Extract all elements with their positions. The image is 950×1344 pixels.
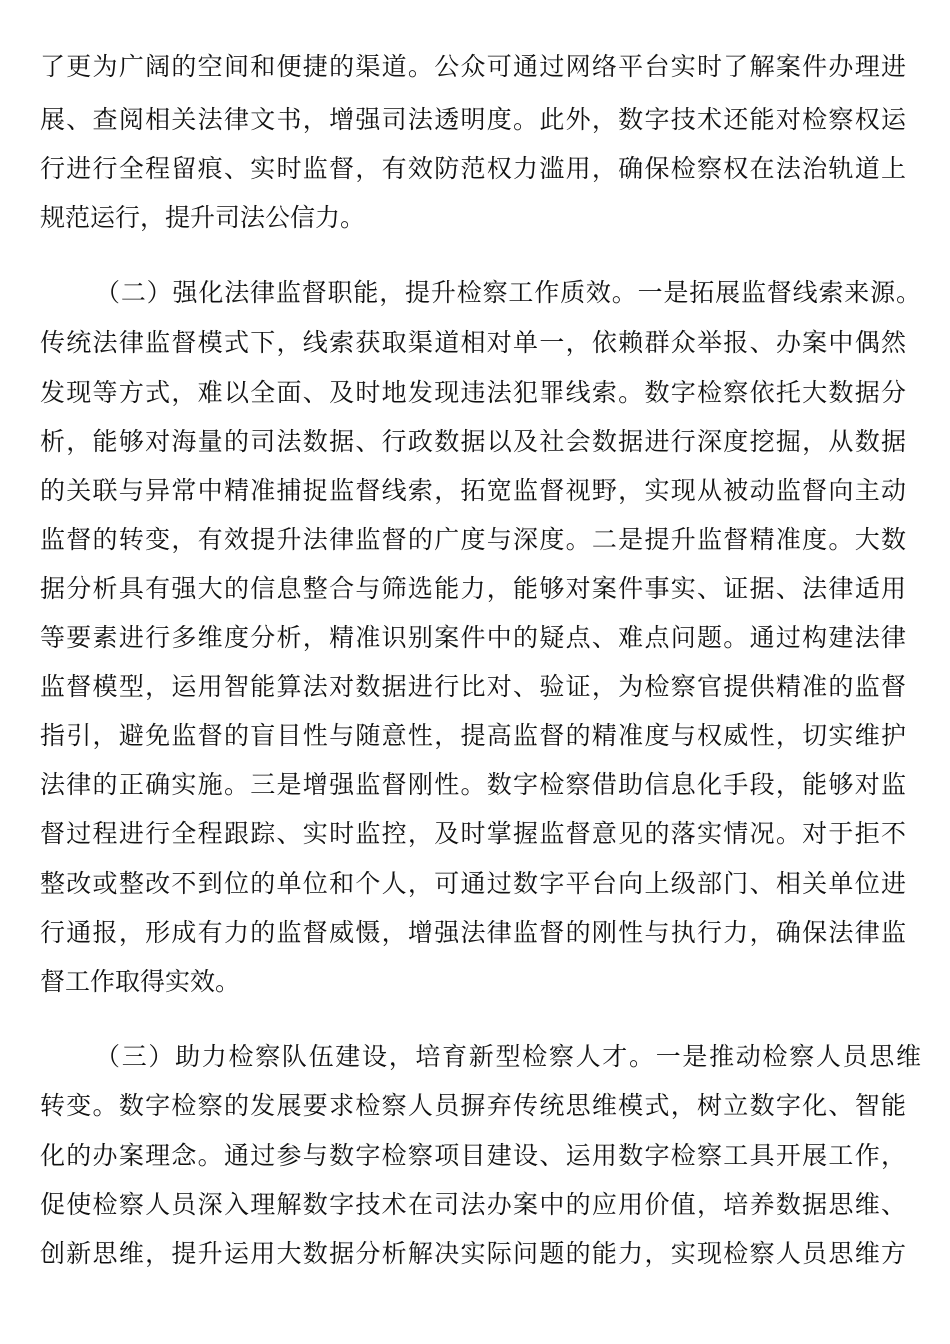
paragraph-1-line-1: 了更为广阔的空间和便捷的渠道。公众可通过网络平台实时了解案件办理进	[40, 52, 906, 81]
paragraph-2-line-6: 监督的转变，有效提升法律监督的广度与深度。二是提升监督精准度。大数	[40, 525, 906, 554]
paragraph-2-line-4: 析，能够对海量的司法数据、行政数据以及社会数据进行深度挖掘，从数据	[40, 427, 906, 456]
paragraph-3-line-5: 创新思维，提升运用大数据分析解决实际问题的能力，实现检察人员思维方	[40, 1239, 906, 1268]
paragraph-2-line-15: 督工作取得实效。	[40, 967, 241, 996]
paragraph-3-line-1: （三）助力检察队伍建设，培育新型检察人才。一是推动检察人员思维	[95, 1042, 921, 1071]
paragraph-2-line-3: 发现等方式，难以全面、及时地发现违法犯罪线索。数字检察依托大数据分	[40, 378, 906, 407]
paragraph-2-line-1: （二）强化法律监督职能，提升检察工作质效。一是拓展监督线索来源。	[95, 278, 921, 307]
paragraph-2-line-8: 等要素进行多维度分析，精准识别案件中的疑点、难点问题。通过构建法律	[40, 623, 906, 652]
paragraph-1-line-2: 展、查阅相关法律文书，增强司法透明度。此外，数字技术还能对检察权运	[40, 105, 906, 134]
paragraph-2-line-7: 据分析具有强大的信息整合与筛选能力，能够对案件事实、证据、法律适用	[40, 574, 906, 603]
paragraph-2-line-5: 的关联与异常中精准捕捉监督线索，拓宽监督视野，实现从被动监督向主动	[40, 476, 906, 505]
paragraph-2-line-11: 法律的正确实施。三是增强监督刚性。数字检察借助信息化手段，能够对监	[40, 770, 906, 799]
paragraph-2-line-2: 传统法律监督模式下，线索获取渠道相对单一，依赖群众举报、办案中偶然	[40, 328, 906, 357]
paragraph-3-line-3: 化的办案理念。通过参与数字检察项目建设、运用数字检察工具开展工作，	[40, 1141, 906, 1170]
paragraph-2-line-9: 监督模型，运用智能算法对数据进行比对、验证，为检察官提供精准的监督	[40, 672, 906, 701]
paragraph-1-line-3: 行进行全程留痕、实时监督，有效防范权力滥用，确保检察权在法治轨道上	[40, 154, 906, 183]
paragraph-3-line-2: 转变。数字检察的发展要求检察人员摒弃传统思维模式，树立数字化、智能	[40, 1091, 906, 1120]
paragraph-3-line-4: 促使检察人员深入理解数字技术在司法办案中的应用价值，培养数据思维、	[40, 1190, 906, 1219]
paragraph-2-line-13: 整改或整改不到位的单位和个人，可通过数字平台向上级部门、相关单位进	[40, 869, 906, 898]
paragraph-1-line-4: 规范运行，提升司法公信力。	[40, 203, 366, 232]
paragraph-2-line-10: 指引，避免监督的盲目性与随意性，提高监督的精准度与权威性，切实维护	[40, 721, 906, 750]
paragraph-2-line-14: 行通报，形成有力的监督威慑，增强法律监督的刚性与执行力，确保法律监	[40, 918, 906, 947]
paragraph-2-line-12: 督过程进行全程跟踪、实时监控，及时掌握监督意见的落实情况。对于拒不	[40, 819, 906, 848]
